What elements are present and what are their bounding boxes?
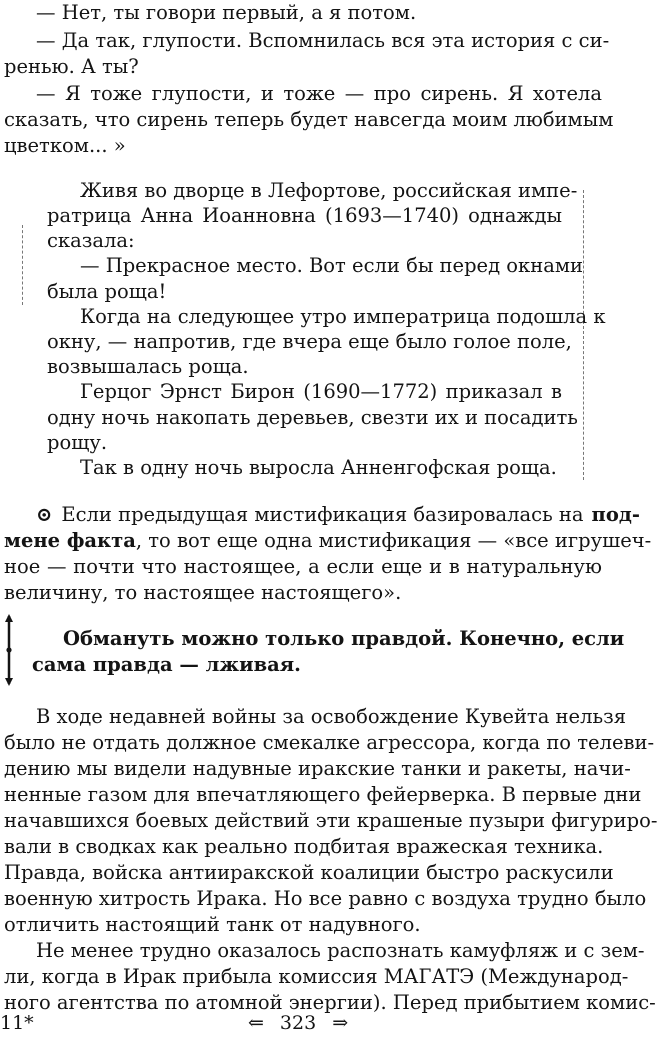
box-line: Герцог Эрнст Бирон (1690—1772) приказал в [80,380,562,403]
page-footer [248,1010,348,1036]
box-line: одну ночь накопать деревьев, свезти их и посадить [47,406,578,429]
circle-dot-icon: ⊙ [36,503,53,526]
printer-signature: 11* [0,1012,34,1034]
box-line: возвышалась роща. [47,355,249,378]
box-line: была роща! [47,280,167,303]
body-line: ли, когда в Ирак прибыла комиссия МАГАТЭ (Международ- [4,965,629,988]
box-line: рощу. [47,431,108,454]
box-line: Живя во дворце в Лефортове, российская импе- [80,179,578,202]
aphorism-bracket-icon [2,614,16,686]
dialogue-line-5: сказать, что сирень теперь будет навсегда моим любимым [4,108,614,131]
box-frame-left [22,225,23,305]
body-line: ного агентства по атомной энергии). Перед прибытием комис- [4,991,656,1014]
arrow-left-icon: ⇐ [248,1012,264,1034]
body-line: военную хитрость Ирака. Но все равно с воздуха трудно было [4,887,647,910]
page-number: 323 [279,1012,317,1034]
box-line: ратрица Анна Иоанновна (1693—1740) однажды [47,204,562,227]
box-line: окну, — напротив, где вчера еще было голое поле, [47,330,572,353]
box-line: Так в одну ночь выросла Анненгофская роща. [80,456,557,479]
comment-text: Если предыдущая мистификация базировалась на [61,503,584,526]
body-line: было не отдать должное смекалке агрессора, когда по телеви- [4,731,655,754]
body-line: вали в сводках как реально подбитая вражеская техника. [4,835,604,858]
dialogue-line-3: ренью. А ты? [4,55,139,78]
aphorism-line-2: сама правда — лживая. [32,653,301,676]
comment-line-2 [4,528,652,554]
aphorism-line-1: Обмануть можно только правдой. Конечно, если [63,627,625,650]
comment-line-3: ное — почти что настоящее, а если еще и в натуральную [4,555,602,578]
body-line: В ходе недавней войны за освобождение Кувейта нельзя [36,705,627,728]
comment-text: , то вот еще одна мистификация — «все игрушеч- [135,529,652,552]
dialogue-line-2: — Да так, глупости. Вспомнилась вся эта история с си- [36,29,610,52]
dialogue-line-1: — Нет, ты говори первый, а я потом. [36,1,417,24]
box-line: сказала: [47,229,135,252]
dialogue-line-4: — Я тоже глупости, и тоже — про сирень. Я хотела [36,82,602,105]
box-line: Когда на следующее утро императрица подошла к [80,305,606,328]
comment-bold-term: под- [591,503,640,526]
comment-line-4: величину, то настоящее настоящего». [4,581,402,604]
box-line: — Прекрасное место. Вот если бы перед окнами [80,254,584,277]
body-line: Не менее трудно оказалось распознать камуфляж и с зем- [36,939,645,962]
dialogue-line-6: цветком... » [4,134,126,157]
arrow-right-icon: ⇒ [332,1012,349,1034]
comment-bold-term: мене факта [4,529,136,552]
body-line: отличить настоящий танк от надувного. [4,913,421,936]
comment-line-1 [36,502,640,528]
body-line: ненные газом для впечатляющего фейерверка. В первые дни [4,783,642,806]
body-line: начавшихся боевых действий эти крашеные пузыри фигуриро- [4,809,657,832]
box-frame-right [583,190,584,480]
body-line: Правда, войска антииракской коалиции быстро раскусили [4,861,614,884]
body-line: дению мы видели надувные иракские танки и ракеты, начи- [4,757,631,780]
